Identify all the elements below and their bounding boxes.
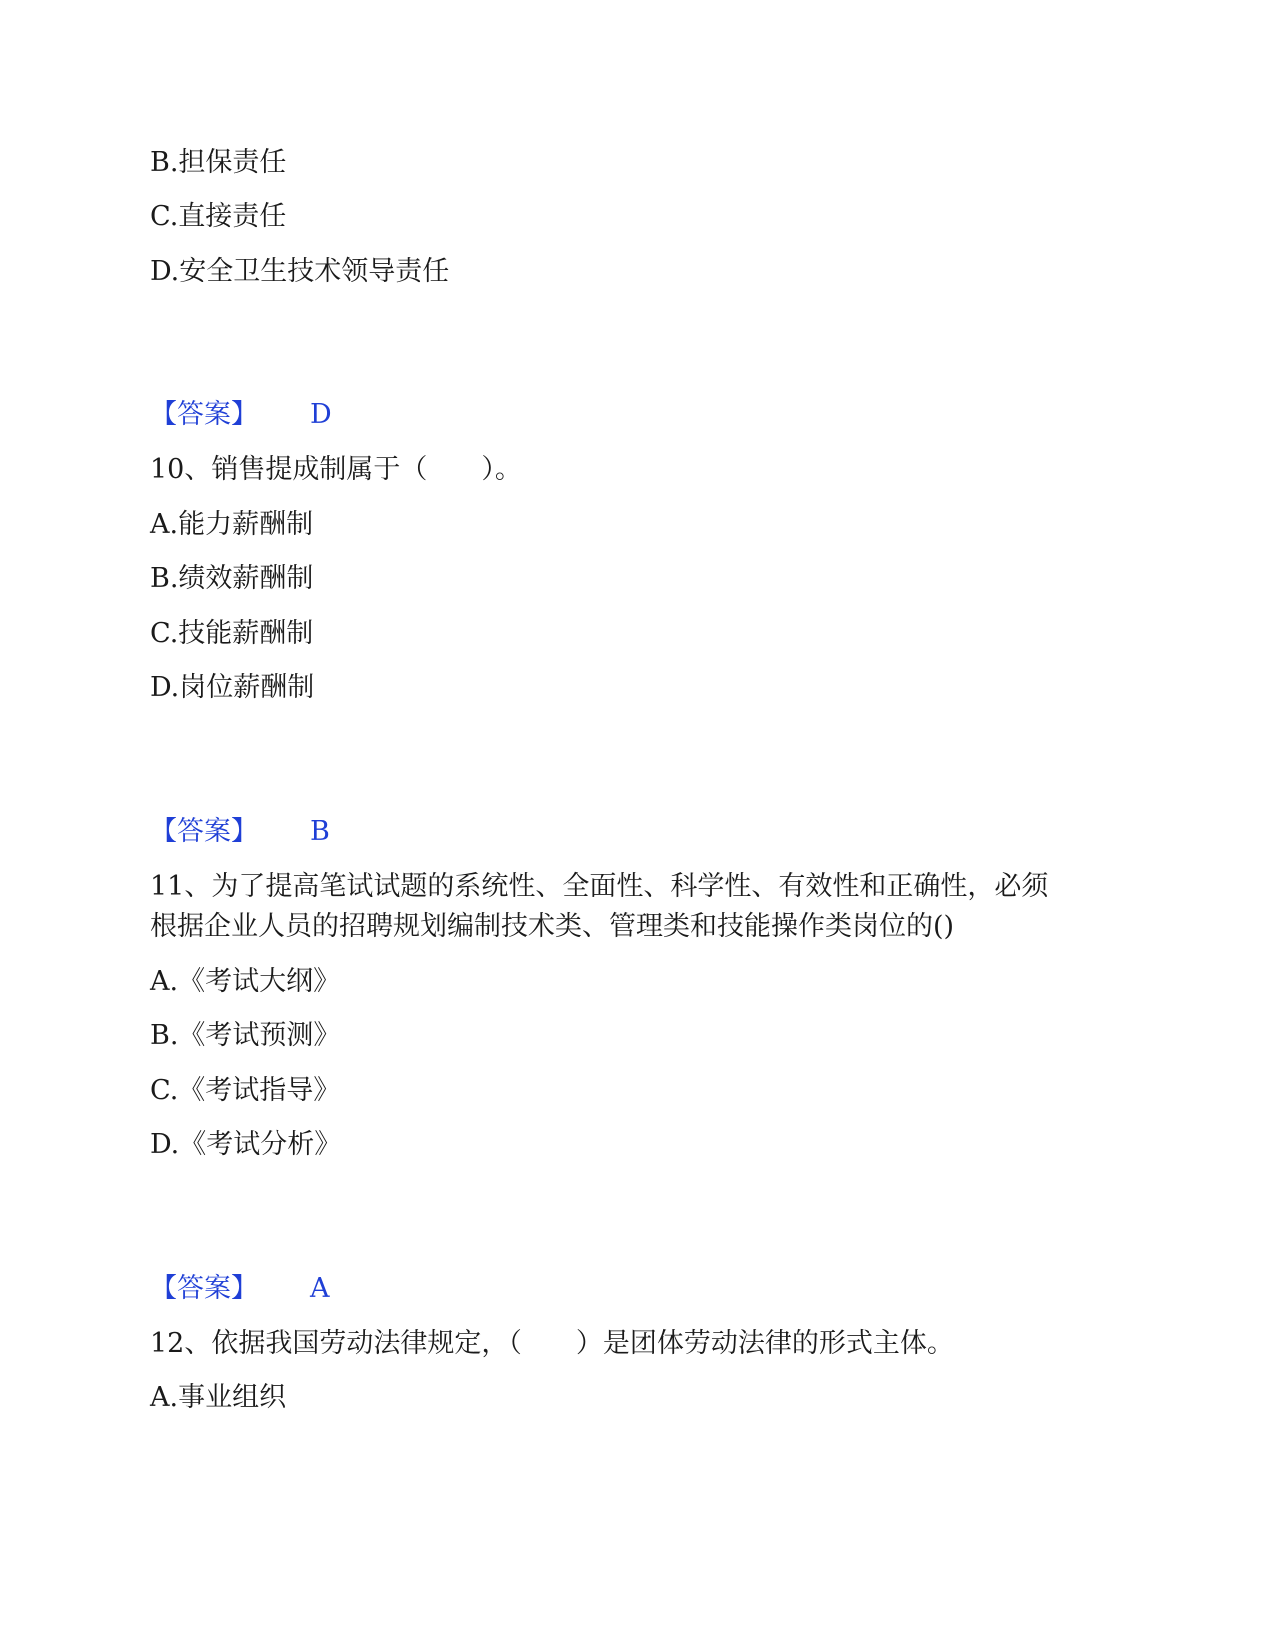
q10-stem: 10、销售提成制属于（ ）。 — [150, 454, 522, 485]
answer-value: D — [310, 399, 332, 430]
q11-option-b: B.《考试预测》 — [150, 1020, 341, 1051]
answer-value: A — [310, 1273, 330, 1304]
q11-stem-line1: 11、为了提高笔试试题的系统性、全面性、科学性、有效性和正确性，必须 — [150, 871, 1049, 902]
answer-label: 【答案】 — [150, 399, 258, 430]
q11-stem-line2: 根据企业人员的招聘规划编制技术类、管理类和技能操作类岗位的() — [150, 911, 955, 942]
q9-option-b: B.担保责任 — [150, 147, 287, 178]
q11-option-d: D.《考试分析》 — [150, 1129, 342, 1160]
q11-option-c: C.《考试指导》 — [150, 1075, 341, 1106]
q12-stem: 12、依据我国劳动法律规定，（ ）是团体劳动法律的形式主体。 — [150, 1328, 954, 1359]
q9-answer — [150, 398, 332, 432]
q10-answer — [150, 815, 330, 849]
q10-option-c: C.技能薪酬制 — [150, 618, 314, 649]
q11-option-a: A.《考试大纲》 — [150, 966, 341, 997]
q10-option-a: A.能力薪酬制 — [150, 509, 314, 540]
answer-label: 【答案】 — [150, 1273, 258, 1304]
q12-option-a: A.事业组织 — [150, 1382, 287, 1413]
q10-option-b: B.绩效薪酬制 — [150, 563, 314, 594]
q10-option-d: D.岗位薪酬制 — [150, 672, 315, 703]
answer-label: 【答案】 — [150, 816, 258, 847]
answer-value: B — [310, 816, 330, 847]
q9-option-d: D.安全卫生技术领导责任 — [150, 256, 450, 287]
q9-option-c: C.直接责任 — [150, 201, 287, 232]
q11-answer — [150, 1272, 330, 1306]
